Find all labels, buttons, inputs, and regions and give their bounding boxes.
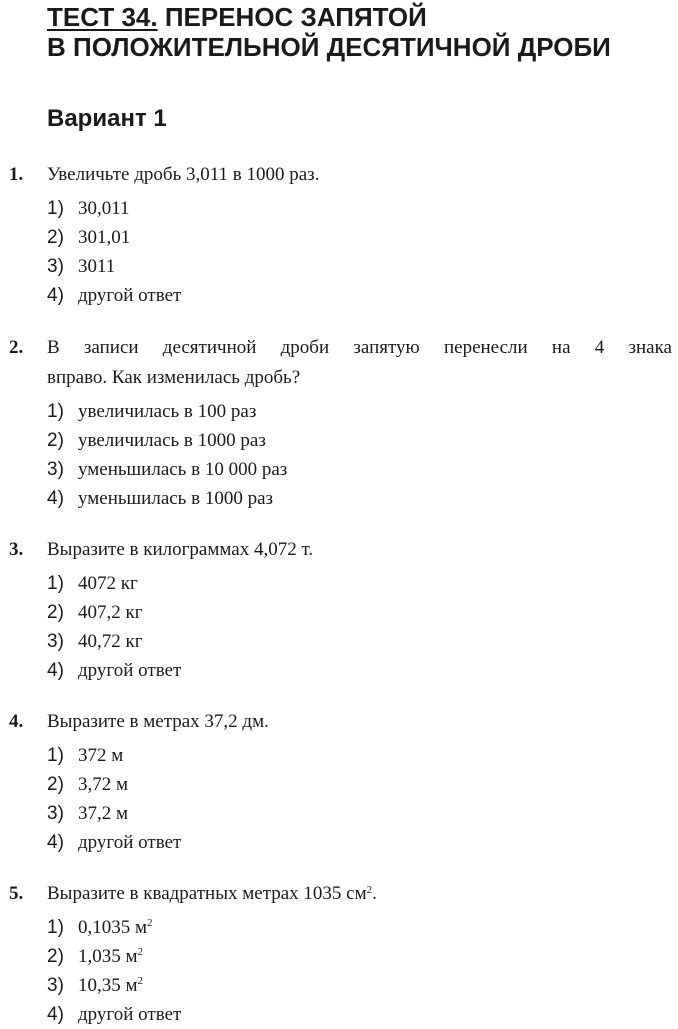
answer-option	[47, 971, 678, 1000]
answer-option	[47, 397, 678, 426]
option-text: 301,01	[78, 227, 131, 248]
question-text-line: В записи десятичной дроби запятую перенесли на 4 знака	[47, 337, 672, 358]
test-number: ТЕСТ 34.	[47, 2, 158, 32]
question-3	[0, 535, 678, 685]
answer-options	[47, 194, 678, 310]
option-text: 407,2 кг	[78, 602, 143, 623]
question-text-end: .	[372, 883, 377, 904]
option-number: 1)	[47, 573, 64, 594]
option-number: 2)	[47, 946, 64, 967]
answer-option	[47, 799, 678, 828]
answer-option	[47, 252, 678, 281]
option-number: 1)	[47, 401, 64, 422]
option-number: 2)	[47, 430, 64, 451]
option-text: 30,011	[78, 198, 130, 219]
option-text: 10,35 м	[78, 975, 138, 996]
answer-option	[47, 741, 678, 770]
option-text: уменьшилась в 10 000 раз	[78, 459, 288, 480]
question-text-line: вправо. Как изменилась дробь?	[47, 367, 301, 388]
answer-option	[47, 194, 678, 223]
option-number: 3)	[47, 459, 64, 480]
variant-heading: Вариант 1	[47, 105, 167, 132]
superscript: 2	[137, 975, 144, 987]
question-number: 1.	[9, 164, 24, 185]
question-text-main: Выразите в квадратных метрах 1035 см	[47, 883, 367, 904]
option-number: 2)	[47, 227, 64, 248]
option-text: уменьшилась в 1000 раз	[78, 488, 274, 509]
option-text: 37,2 м	[78, 803, 129, 824]
option-number: 3)	[47, 975, 64, 996]
question-2	[0, 333, 678, 513]
title-line1: ПЕРЕНОС ЗАПЯТОЙ	[157, 2, 427, 32]
answer-option	[47, 656, 678, 685]
option-text: другой ответ	[78, 832, 182, 853]
title-line2: В ПОЛОЖИТЕЛЬНОЙ ДЕСЯТИЧНОЙ ДРОБИ	[47, 32, 611, 62]
answer-options	[47, 397, 678, 513]
option-number: 3)	[47, 256, 64, 277]
question-text: Выразите в килограммах 4,072 т.	[47, 539, 314, 560]
option-number: 2)	[47, 774, 64, 795]
question-1	[0, 160, 678, 310]
option-number: 1)	[47, 198, 64, 219]
option-number: 3)	[47, 803, 64, 824]
option-text: увеличилась в 100 раз	[78, 401, 257, 422]
answer-option	[47, 828, 678, 857]
option-text: другой ответ	[78, 660, 182, 681]
option-text: 4072 кг	[78, 573, 138, 594]
question-text: Увеличьте дробь 3,011 в 1000 раз.	[47, 164, 320, 185]
superscript: 2	[147, 917, 153, 929]
option-text: 1,035 м	[78, 946, 138, 967]
option-number: 4)	[47, 660, 64, 681]
question-text: Выразите в метрах 37,2 дм.	[47, 711, 269, 732]
answer-option	[47, 223, 678, 252]
answer-option	[47, 1000, 678, 1029]
option-text: 372 м	[78, 745, 124, 766]
question-5	[0, 879, 678, 1029]
answer-option	[47, 426, 678, 455]
answer-option	[47, 627, 678, 656]
option-number: 4)	[47, 832, 64, 853]
question-number: 3.	[9, 539, 24, 560]
answer-options	[47, 741, 678, 857]
option-number: 2)	[47, 602, 64, 623]
option-number: 4)	[47, 488, 64, 509]
option-number: 1)	[47, 917, 64, 938]
option-number: 4)	[47, 1004, 64, 1025]
option-number: 4)	[47, 285, 64, 306]
question-text	[47, 333, 672, 393]
option-text: другой ответ	[78, 285, 182, 306]
question-4	[0, 707, 678, 857]
answer-option	[47, 598, 678, 627]
answer-option	[47, 281, 678, 310]
option-text: увеличилась в 1000 раз	[78, 430, 266, 451]
option-text: 3011	[78, 256, 116, 277]
question-text	[47, 879, 672, 909]
answer-option	[47, 770, 678, 799]
answer-option	[47, 455, 678, 484]
superscript: 2	[137, 946, 144, 958]
option-text: 40,72 кг	[78, 631, 143, 652]
answer-option	[47, 913, 678, 942]
question-number: 2.	[9, 337, 24, 358]
question-number: 5.	[9, 883, 24, 904]
answer-option	[47, 484, 678, 513]
option-text: другой ответ	[78, 1004, 182, 1025]
superscript: 2	[366, 884, 373, 896]
option-text: 3,72 м	[78, 774, 129, 795]
answer-options	[47, 569, 678, 685]
option-number: 3)	[47, 631, 64, 652]
page-title	[47, 2, 672, 62]
question-number: 4.	[9, 711, 24, 732]
option-number: 1)	[47, 745, 64, 766]
option-text: 0,1035 м	[78, 917, 148, 938]
answer-option	[47, 569, 678, 598]
answer-option	[47, 942, 678, 971]
answer-options	[47, 913, 678, 1029]
